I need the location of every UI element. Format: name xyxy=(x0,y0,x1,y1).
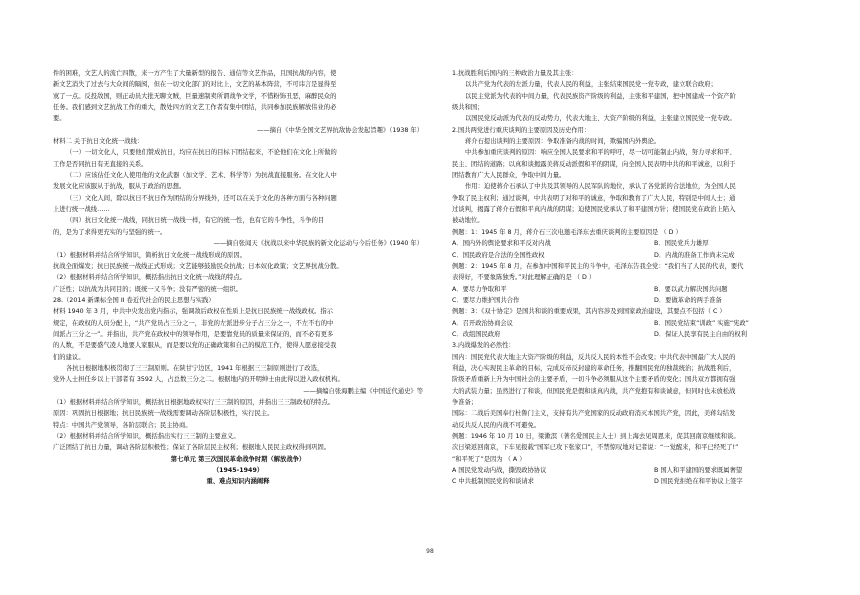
material-text: 的人数，不是要盛气凌人地要人家服从，而是要以党的正确政策和自己的模范工作，使得人愿意接受我 xyxy=(53,342,337,350)
option-b: B．要以武力解决国共问题 xyxy=(654,285,728,293)
unit-title: 第七单元 第三次国民革命战争时期（解放战争） xyxy=(170,455,306,463)
body-text: 阶级矛盾重新上升为中国社会的主要矛盾，一切斗争必须服从这个主要矛盾的变化；国共双方都拥有强 xyxy=(452,376,736,384)
options-row xyxy=(452,284,824,295)
example-question: 例题：1946 年 10 月 10 日，梁漱溟（著名爱国民主人士）到上海去见周恩来，促其回南京继续和谈。 xyxy=(452,433,740,440)
options-row xyxy=(452,329,824,340)
body-text: 以共产党为代表的左派力量，代表人民的利益，主张结束国民党一党专政，建立联合政府； xyxy=(465,81,717,89)
option-a: A．国内外的舆论要求和平反对内战 xyxy=(452,240,551,248)
body-text: 争取了民主权利；通过谈判，中共表明了对和平的诚意，争取和教育了广大人民，特别是中间人士；通 xyxy=(452,194,736,202)
option-b: B．国民党兵力雄厚 xyxy=(654,240,709,248)
unit-subtitle: 重、难点知识内涵阐释 xyxy=(206,478,270,486)
option-b: B．国民党结束“训政” 实施“宪政” xyxy=(654,319,749,327)
options-row xyxy=(452,476,824,487)
option-d: D．保证人民享有民主自由的权利 xyxy=(654,330,748,338)
body-text: 国际：二战后美国奉行杜鲁门主义，支持有共产党国家的反动政府消灭本国共产党，因此，美蒋勾结发 xyxy=(452,410,736,418)
option-c: C．要尽力维护国共合作 xyxy=(452,296,520,304)
question: （2）根据材料并结合所学知识，概括指出实行三三制的主要意义。 xyxy=(53,433,240,440)
right-column xyxy=(452,68,824,488)
answer: 抗战全面爆发；抗日民族统一战线正式形成；文艺能够鼓励民众抗战；日本奴化政策；文艺界抗战分散。 xyxy=(53,262,343,270)
question: （1）根据材料并结合所学知识，概括抗日根据地政权实行三三制的原因，并指出三三制政权的特点。 xyxy=(53,398,335,406)
option-d: D 国民党拒绝在和平协议上签字 xyxy=(654,478,743,486)
source-citation: ——摘自《中华全国文艺界抗敌协会发起旨趣》（1938 年） xyxy=(256,126,423,134)
option-a: A．召开政治协商会议 xyxy=(452,319,513,327)
options-row xyxy=(452,465,824,476)
material-text: 们的建议。 xyxy=(53,353,85,361)
example-question: “和平死了”是因为 （ A ） xyxy=(452,455,526,463)
body-text: 大的武装力量；虽然进行了和谈，但国民党是假和谈真内战，共产党抱有和谈诚意，但同时也未放松战 xyxy=(452,387,736,395)
source-citation: ——摘编自张海鹏主编《中国近代通史》等 xyxy=(303,387,423,395)
body-text: 以民主党派为代表的中间力量，代表民族资产阶级的利益，主张和平建国，把中国建成一个资产阶 xyxy=(465,92,736,100)
options-row xyxy=(452,318,824,329)
left-column xyxy=(53,68,423,488)
section-heading: 3.内战爆发的必然性： xyxy=(452,342,515,350)
answer: 特点：中国共产党领导，各阶层联合；民主协商。 xyxy=(53,421,192,429)
body-text: 蒋介石提出谈判的主要原因：争取准备内战的时间，欺骗国内外舆论。 xyxy=(465,138,661,146)
material-one-text: 新文艺消失了过去与大众间的隔阂，但在一切文化部门的对比上，文艺的基本阵营，不可讳言是显得至 xyxy=(53,81,337,89)
answer: 广泛团结了抗日力量，调动各阶层积极性；保证了各阶层民主权利；根据地人民民主政权得到巩固。 xyxy=(53,444,331,452)
question: （2）根据材料并结合所学知识，概括指出抗日文化统一战线的特点。 xyxy=(53,274,246,282)
material-text: 各抗日根据地积极贯彻了三三制原则。在陕甘宁边区，1941 年根据三三制原则进行了改选， xyxy=(66,364,324,372)
body-text: 动反共反人民的内战不可避免。 xyxy=(452,421,541,429)
material-two-item: 工作是否同抗日有无直接的关系。 xyxy=(53,160,148,168)
source-citation: ——摘自张闻天《抗战以来中华民族的新文化运动与今后任务》(1940 年） xyxy=(213,240,423,248)
material-text: 党外人士担任乡以上干部者有 3592 人，占总数三分之二。根据地内的开明绅士由此得以进入政权机构。 xyxy=(53,376,344,384)
options-row xyxy=(452,295,824,306)
example-question: 次日梁返回南京，下车见报载“国军已攻下张家口”，不禁惊叹地对记者说：“一觉醒来，和平已经死了!” xyxy=(452,444,739,452)
body-text: 争准备； xyxy=(452,398,478,406)
material-one-text: 要。 xyxy=(53,115,66,123)
option-a: A．要尽力争取和平 xyxy=(452,285,507,293)
answer: 原因：巩固抗日根据地；抗日民族统一战线需要调动各阶层积极性，实行民主。 xyxy=(53,410,274,418)
option-c: C．改组国民政府 xyxy=(452,330,501,338)
body-text: 民主、团结的道路；以真和谈揭露美蒋反动派假和平的阴谋，向全国人民表明中共的和平诚意，以利于 xyxy=(452,160,736,168)
body-text: 团结教育广大人民群众，争取中间力量。 xyxy=(452,172,566,180)
page-number: 98 xyxy=(426,548,434,555)
material-two-item: 上进行统一战线…… xyxy=(53,206,110,214)
question-28-heading: 28.（2014 新课标全国 II 卷近代社会的民主思想与实践） xyxy=(53,296,215,304)
material-one-text: 寞了一点。反投敌国，则正动员大批无聊文贼，巨量速制卖所谓战争文学，不惜粉饰丑恶，麻醉民众的 xyxy=(53,92,337,100)
body-text: 过谈判，揭露了蒋介石假和平真内战的阴谋；迫使国民党承认了和平建国方针；使国民党在政治上陷入 xyxy=(452,206,736,214)
material-two-item: （四）抗日文化统一战线，同抗日统一战线一样，有它的统一性，也有它的斗争性，斗争的目 xyxy=(66,217,325,225)
option-c: C 中共抵制国民党的和谈请求 xyxy=(452,478,534,486)
option-b: B 国人和平建国的要求既属奢望 xyxy=(654,467,743,475)
material-text: 间派占三分之一”。并指出，共产党在政权中的领导作用，是要靠党员的质量来保证的，而不必有更多 xyxy=(53,330,334,338)
options-row xyxy=(452,250,824,261)
material-two-item: （三）文化人间，除以抗日不抗日作为团结的分界线外，还可以在关于文化的各种方面与各种问题 xyxy=(66,194,337,202)
example-question: 例题：3：《双十协定》是国共和谈的重要成果，其内容涉及到国家政治建设，其要点不包括（ C ） xyxy=(452,308,726,316)
body-text: 被动地位。 xyxy=(452,217,484,225)
material-two-item: （二）应该估任文化人使用他的文化武器（加文学、艺术、科学等）为抗战直接服务。在文化人中 xyxy=(66,172,337,180)
option-d: D．内战的准备工作尚未完成 xyxy=(654,251,735,259)
section-heading: 2.国共两党进行重庆谈判的主要原因及历史作用： xyxy=(452,126,591,134)
material-one-text: 件的困难，文艺人的流亡四散，来一方产生了大量新型的报告、通信等文艺作品，且国抗战的内容，使 xyxy=(53,70,337,77)
body-text: 利益，决心实现民主革命的目标，完成反帝反封建的革命任务，推翻国民党的独裁统治；抗战胜利后， xyxy=(452,364,736,372)
example-question: 例题：2：1945 年 8 月，在参加中国和平民主的斗争中，毛泽东告我全党：“我们当了人民的代表，要代 xyxy=(452,262,744,270)
section-heading: 1.抗战胜利后国内的三种政治力量及其主张： xyxy=(452,70,578,77)
body-text: 作用：迫使蒋介石承认了中共及其领导的人民军队的地位，承认了各党派的合法地位，为全国人民 xyxy=(465,183,736,191)
body-text: 以国民党反动派为代表的反动势力，代表大地主、大资产阶级的利益，主张建立国民党一党专政。 xyxy=(465,115,736,123)
body-text: 级共和国； xyxy=(452,104,484,112)
body-text: 国内：国民党代表大地主大资产阶级的利益，反共反人民的本性不会改变；中共代表中国最广大人民的 xyxy=(452,353,736,361)
unit-years: （1945-1949） xyxy=(212,467,264,475)
material-text: 规定，在政权的人员分配上，“共产党员占三分之一，非党的左派进步分子占三分之一，不左不右的中 xyxy=(53,319,334,327)
options-row xyxy=(452,238,824,249)
material-two-heading: 材料二 关于抗日文化统一战线： xyxy=(53,138,144,146)
example-question: 表得好，不要象陈独秀。”对此理解正确的是 （ D ） xyxy=(452,274,596,282)
material-two-item: 的，是为了求得更充实的与坚强的统一。 xyxy=(53,228,167,236)
body-text: 中共参加重庆谈判的原因：响应全国人民要求和平的呼吁，尽一切可能制止内战，努力寻求和平、 xyxy=(465,149,736,157)
material-text: 材料 1940 年 3 月，中共中央发出党内指示，强调敌后政权在性质上是抗日民族统一战线政权。指示 xyxy=(53,308,333,316)
material-two-item: 发展文化应该服从于抗战，服从于政治的思想。 xyxy=(53,183,186,191)
example-question: 例题：1：1945 年 8 月，蒋介石三次电邀毛泽东去重庆谈判的主要原因是 （ D ） xyxy=(452,228,682,236)
material-one-text: 任务。我们感到文艺抗战工作的重大，散处四方的文艺工作者有集中团结，共同参加民族解放伟业的必 xyxy=(53,104,337,112)
option-a: A 国民党发动内战，撕毁政协协议 xyxy=(452,467,547,475)
material-two-item: （一）一切文化人，只要他们赞成抗日，均应在抗日的目标下团结起来，不论他们在文化上所做的 xyxy=(66,149,337,157)
option-d: D．要做革命的两手准备 xyxy=(654,296,722,304)
answer: 广泛性；以抗战为共同目的；既统一又斗争；没有严密的统一组织。 xyxy=(53,285,242,293)
question: （1）根据材料并结合所学知识，简析抗日文化统一战线形成的原因。 xyxy=(53,251,246,259)
option-c: C．国民政府是合法的全国性政权 xyxy=(452,251,545,259)
